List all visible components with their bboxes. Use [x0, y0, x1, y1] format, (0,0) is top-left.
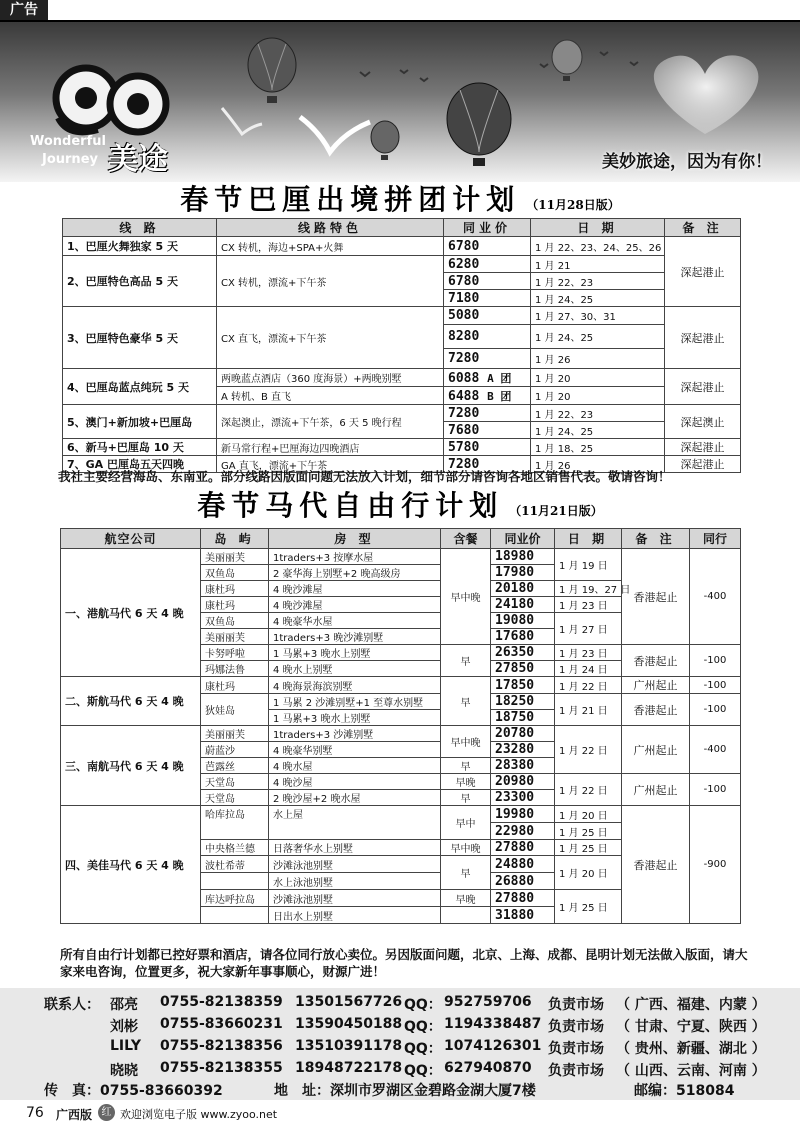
price: 23300: [491, 790, 555, 806]
bali-header-row: [63, 219, 741, 237]
room-type: 沙滩泳池别墅: [269, 856, 441, 873]
island: 波杜希蒂: [201, 856, 269, 873]
island: 康杜玛: [201, 597, 269, 613]
meal: 早: [441, 790, 491, 806]
bali-title-text: 春节巴厘出境拼团计划: [180, 183, 521, 216]
banner: [0, 22, 800, 182]
meal: [441, 907, 491, 924]
contact-qq-label: QQ：: [404, 1019, 442, 1035]
contact-qq-label: QQ：: [404, 1041, 442, 1057]
table-row: [61, 549, 741, 565]
contact-qq-label: QQ：: [404, 997, 442, 1013]
badge-icon: 红: [98, 1104, 115, 1121]
price: 7180: [444, 290, 531, 307]
date: 1 月 22、23、24、25、26: [531, 237, 665, 256]
table-row: [61, 677, 741, 694]
table-row: [61, 806, 741, 823]
contact-name: 邵亮: [110, 997, 138, 1013]
airline-name: 一、港航马代 6 天 4 晚: [61, 549, 201, 677]
note: 广州起止: [622, 677, 690, 694]
price-value: 6088: [448, 370, 480, 386]
postcode: 邮编：518084: [634, 1083, 735, 1099]
price: 20180: [491, 581, 555, 597]
route-feature: 深起澳止，漂流+下午茶，6 天 5 晚行程: [217, 405, 444, 439]
contact-tel[interactable]: 0755-82138359: [160, 994, 283, 1010]
contact-qq: 627940870: [444, 1060, 532, 1076]
notice-bali: 我社主要经营海岛、东南亚。部分线路因版面问题无法放入计划，细节部分请咨询各地区销售代表。敬请咨询！: [58, 469, 671, 484]
heart-icon: [654, 55, 759, 134]
note: 广州起止: [622, 726, 690, 774]
bali-table: [62, 218, 741, 473]
price: 28380: [491, 758, 555, 774]
room-type: 4 晚沙滩屋: [269, 597, 441, 613]
island: 卡努呼啦: [201, 645, 269, 661]
balloon-icon: [447, 83, 511, 166]
col-date: 日 期: [531, 219, 665, 237]
date: 1 月 24 日: [555, 661, 622, 677]
date: 1 月 22 日: [555, 677, 622, 694]
bali-title: [0, 182, 800, 218]
note: 香港起止: [622, 806, 690, 924]
price: 6780: [444, 237, 531, 256]
route-feature: CX 转机，海边+SPA+火舞: [217, 237, 444, 256]
contact-qq: 1194338487: [444, 1016, 542, 1032]
island: 哈库拉岛: [201, 806, 269, 840]
meal: 早晚: [441, 774, 491, 790]
contact-qq: 952759706: [444, 994, 532, 1010]
price: 24180: [491, 597, 555, 613]
note: 深起港止: [665, 369, 741, 405]
top-bar: [0, 0, 800, 22]
price: 18250: [491, 694, 555, 710]
island: 天堂岛: [201, 790, 269, 806]
route-feature: 新马常行程+巴厘海边四晚酒店: [217, 439, 444, 456]
date: 1 月 21: [531, 256, 665, 273]
price: 22980: [491, 823, 555, 840]
bird-icon: [360, 52, 638, 81]
date: 1 月 23 日: [555, 645, 622, 661]
date: 1 月 27 日: [555, 613, 622, 645]
route-name: 6、新马+巴厘岛 10 天: [63, 439, 217, 456]
island: 中央格兰德: [201, 840, 269, 856]
table-row: [63, 439, 741, 456]
island: 康杜玛: [201, 677, 269, 694]
date: 1 月 26: [531, 349, 665, 369]
contact-tel[interactable]: 0755-82138356: [160, 1038, 283, 1054]
meal: 早中晚: [441, 549, 491, 645]
room-type: 4 晚沙屋: [269, 774, 441, 790]
meal: 早: [441, 758, 491, 774]
contact-qq-label: QQ：: [404, 1063, 442, 1079]
col-route: 线 路: [63, 219, 217, 237]
date: 1 月 24、25: [531, 290, 665, 307]
price: 7280: [444, 349, 531, 369]
peer-discount: -400: [690, 726, 741, 774]
date: 1 月 22、23: [531, 273, 665, 290]
contact-mobile[interactable]: 13501567726: [295, 994, 403, 1010]
date: 1 月 25 日: [555, 890, 622, 924]
room-type: 4 晚豪华别墅: [269, 742, 441, 758]
island: 天堂岛: [201, 774, 269, 790]
date: 1 月 20 日: [555, 806, 622, 823]
contact-mobile[interactable]: 13510391178: [295, 1038, 403, 1054]
room-type: 4 晚沙滩屋: [269, 581, 441, 597]
price: 24880: [491, 856, 555, 873]
group-label: A 团: [487, 371, 512, 385]
date: 1 月 18、25: [531, 439, 665, 456]
peer-discount: -100: [690, 645, 741, 677]
room-type: 4 晚豪华水屋: [269, 613, 441, 629]
island: 狄娃岛: [201, 694, 269, 726]
date: 1 月 27、30、31: [531, 307, 665, 325]
peer-discount: -100: [690, 774, 741, 806]
meal: 早晚: [441, 890, 491, 907]
price: 17850: [491, 677, 555, 694]
table-row: [63, 369, 741, 387]
table-row: [63, 237, 741, 256]
brand-name-cn: 美途: [108, 142, 168, 177]
route-name: 4、巴厘岛蓝点纯玩 5 天: [63, 369, 217, 405]
route-feature: CX 转机，漂流+下午茶: [217, 256, 444, 307]
contact-regions: （ 甘肃、宁夏、陕西 ）: [616, 1019, 766, 1035]
route-feature: A 转机、B 直飞: [217, 387, 444, 405]
island: 康杜玛: [201, 581, 269, 597]
peer-discount: -400: [690, 549, 741, 645]
airline-name: 三、南航马代 6 天 4 晚: [61, 726, 201, 806]
maldives-version: （11月21日版）: [509, 504, 603, 518]
ad-tag: 广告: [0, 0, 48, 20]
page-number: 76: [26, 1105, 44, 1121]
route-name: 3、巴厘特色豪华 5 天: [63, 307, 217, 369]
price: 19980: [491, 806, 555, 823]
col-note: 备 注: [622, 529, 690, 549]
peer-discount: -100: [690, 677, 741, 694]
maldives-table: [60, 528, 741, 924]
balloon-icon: [552, 40, 582, 81]
table-row: [63, 405, 741, 422]
island: 双鱼岛: [201, 565, 269, 581]
maldives-title: [0, 487, 800, 525]
slogan: 美妙旅途，因为有你！: [602, 152, 772, 172]
note-text: 深起港止: [680, 265, 725, 279]
room-type: 1 马累+3 晚水上别墅: [269, 710, 441, 726]
price: 27880: [491, 840, 555, 856]
room-type: 1traders+3 按摩水屋: [269, 549, 441, 565]
balloon-icon: [371, 121, 399, 160]
island: 美丽丽芙: [201, 549, 269, 565]
contact-duty: 负责市场: [548, 1063, 604, 1079]
price: 20980: [491, 774, 555, 790]
meal: 早: [441, 645, 491, 677]
contact-name: 晓晓: [110, 1063, 138, 1079]
table-row: [61, 726, 741, 742]
contact-regions: （ 山西、云南、河南 ）: [616, 1063, 766, 1079]
date: 1 月 23 日: [555, 597, 622, 613]
contact-qq: 1074126301: [444, 1038, 542, 1054]
price: 27880: [491, 890, 555, 907]
date: 1 月 20: [531, 387, 665, 405]
price: 5780: [444, 439, 531, 456]
date: 1 月 21 日: [555, 694, 622, 726]
contact-mobile[interactable]: 13590450188: [295, 1016, 403, 1032]
price: 18750: [491, 710, 555, 726]
contact-duty: 负责市场: [548, 1019, 604, 1035]
contact-mobile[interactable]: 18948722178: [295, 1060, 403, 1076]
maldives-header-row: [61, 529, 741, 549]
route-name: 5、澳门+新加坡+巴厘岛: [63, 405, 217, 439]
island: 库达呼拉岛: [201, 890, 269, 907]
col-room: 房 型: [269, 529, 441, 549]
price: 6280: [444, 256, 531, 273]
contact-name: 刘彬: [110, 1019, 138, 1035]
group-label: B 团: [487, 389, 512, 403]
island: 蔚蓝沙: [201, 742, 269, 758]
contact-tel[interactable]: 0755-82138355: [160, 1060, 283, 1076]
airline-name: 二、斯航马代 6 天 4 晚: [61, 677, 201, 726]
island: 玛娜法鲁: [201, 661, 269, 677]
date: 1 月 22、23: [531, 405, 665, 422]
room-type: 日落奢华水上别墅: [269, 840, 441, 856]
col-meal: 含餐: [441, 529, 491, 549]
room-type: 4 晚水屋: [269, 758, 441, 774]
island: 芭露丝: [201, 758, 269, 774]
date: 1 月 25 日: [555, 823, 622, 840]
date: 1 月 20 日: [555, 856, 622, 890]
island: 美丽丽芙: [201, 726, 269, 742]
peer-discount: -900: [690, 806, 741, 924]
price-value: 6488: [448, 388, 480, 404]
room-type: 1 马累 2 沙滩别墅+1 至尊水别墅: [269, 694, 441, 710]
meal: 早中晚: [441, 726, 491, 758]
seagull-icon: [222, 108, 370, 152]
date: 1 月 24、25: [531, 325, 665, 349]
route-feature: GA 直飞，漂流+下午茶: [217, 456, 444, 473]
price: 26350: [491, 645, 555, 661]
room-type: 水上屋: [269, 806, 441, 840]
date: 1 月 26: [531, 456, 665, 473]
island: 双鱼岛: [201, 613, 269, 629]
room-type: 沙滩泳池别墅: [269, 890, 441, 907]
bali-version: （11月28日版）: [526, 198, 620, 212]
room-type: 4 晚水上别墅: [269, 661, 441, 677]
note: 香港起止: [622, 549, 690, 645]
date: 1 月 19 日: [555, 549, 622, 581]
col-date: 日 期: [555, 529, 622, 549]
contact-panel: [0, 988, 800, 1100]
room-type: 1traders+3 沙滩别墅: [269, 726, 441, 742]
price: 7280: [444, 456, 531, 473]
price: 7680: [444, 422, 531, 439]
room-type: 1 马累+3 晚水上别墅: [269, 645, 441, 661]
price: 31880: [491, 907, 555, 924]
table-row: [63, 256, 741, 273]
price: 17980: [491, 565, 555, 581]
price: 7280: [444, 405, 531, 422]
meal: 早: [441, 677, 491, 726]
price: 8280: [444, 325, 531, 349]
footer: [0, 1100, 800, 1125]
price: 19080: [491, 613, 555, 629]
col-price: 同业价: [444, 219, 531, 237]
note: 深起港止: [665, 456, 741, 473]
price: 23280: [491, 742, 555, 758]
contact-name: LILY: [110, 1038, 142, 1054]
footer-text[interactable]: 欢迎浏览电子版 www.zyoo.net: [120, 1108, 278, 1121]
price: 5080: [444, 307, 531, 325]
note: 广州起止: [622, 774, 690, 806]
table-row: [63, 307, 741, 325]
price: [444, 387, 531, 405]
col-airline: 航空公司: [61, 529, 201, 549]
fax: 传 真：0755-83660392: [44, 1083, 223, 1099]
brand-logo: [28, 48, 198, 188]
balloon-icon: [248, 38, 296, 103]
maldives-title-text: 春节马代自由行计划: [197, 489, 504, 522]
price: 26880: [491, 873, 555, 890]
price: 17680: [491, 629, 555, 645]
date: 1 月 19、27 日: [555, 581, 622, 597]
note: [665, 237, 741, 307]
date: 1 月 22 日: [555, 774, 622, 806]
note: 深起港止: [665, 439, 741, 456]
address: 地 址：深圳市罗湖区金碧路金湖大厦7楼: [274, 1083, 536, 1099]
price: 27850: [491, 661, 555, 677]
room-type: 2 豪华海上别墅+2 晚高级房: [269, 565, 441, 581]
contact-duty: 负责市场: [548, 997, 604, 1013]
price: 20780: [491, 726, 555, 742]
brand-name-en-2: Journey: [42, 152, 98, 167]
contact-duty: 负责市场: [548, 1041, 604, 1057]
meal: 早: [441, 856, 491, 890]
price: 18980: [491, 549, 555, 565]
date: 1 月 20: [531, 369, 665, 387]
contact-regions: （ 广西、福建、内蒙 ）: [616, 997, 766, 1013]
col-feature: 线路特色: [217, 219, 444, 237]
date: 1 月 24、25: [531, 422, 665, 439]
col-peer: 同行: [690, 529, 741, 549]
contact-regions: （ 贵州、新疆、湖北 ）: [616, 1041, 766, 1057]
peer-discount: -100: [690, 694, 741, 726]
edition: 广西版: [56, 1108, 93, 1122]
note: 深起港止: [665, 307, 741, 369]
date: 1 月 22 日: [555, 726, 622, 774]
col-price: 同业价: [491, 529, 555, 549]
route-name: 2、巴厘特色高品 5 天: [63, 256, 217, 307]
island: [201, 907, 269, 924]
price: [444, 369, 531, 387]
room-type: 1traders+3 晚沙滩别墅: [269, 629, 441, 645]
note: 香港起止: [622, 645, 690, 677]
price: 6780: [444, 273, 531, 290]
route-name: 1、巴厘火舞独家 5 天: [63, 237, 217, 256]
room-type: 4 晚海景海滨别墅: [269, 677, 441, 694]
airline-name: 四、美佳马代 6 天 4 晚: [61, 806, 201, 924]
meal: 早中晚: [441, 840, 491, 856]
date: 1 月 25 日: [555, 840, 622, 856]
meal: 早中: [441, 806, 491, 840]
col-note: 备 注: [665, 219, 741, 237]
col-island: 岛 屿: [201, 529, 269, 549]
route-feature: CX 直飞，漂流+下午茶: [217, 307, 444, 369]
room-type: 水上泳池别墅: [269, 873, 441, 890]
contact-label: 联系人：: [44, 997, 100, 1013]
island: [201, 873, 269, 890]
contact-tel[interactable]: 0755-83660231: [160, 1016, 283, 1032]
note: 香港起止: [622, 694, 690, 726]
island: 美丽丽芙: [201, 629, 269, 645]
notice-maldives: 所有自由行计划都已控好票和酒店，请各位同行放心卖位。另因版面问题，北京、上海、成都、昆明计划无法做入版面，请大家来电咨询，位置更多，祝大家新年事事顺心，财源广进！: [60, 947, 748, 979]
route-feature: 两晚蓝点酒店（360 度海景）+两晚别墅: [217, 369, 444, 387]
room-type: 2 晚沙屋+2 晚水屋: [269, 790, 441, 806]
brand-name-en-1: Wonderful: [30, 134, 106, 149]
route-name: 7、GA 巴厘岛五天四晚: [63, 456, 217, 473]
note: 深起澳止: [665, 405, 741, 439]
room-type: 日出水上别墅: [269, 907, 441, 924]
